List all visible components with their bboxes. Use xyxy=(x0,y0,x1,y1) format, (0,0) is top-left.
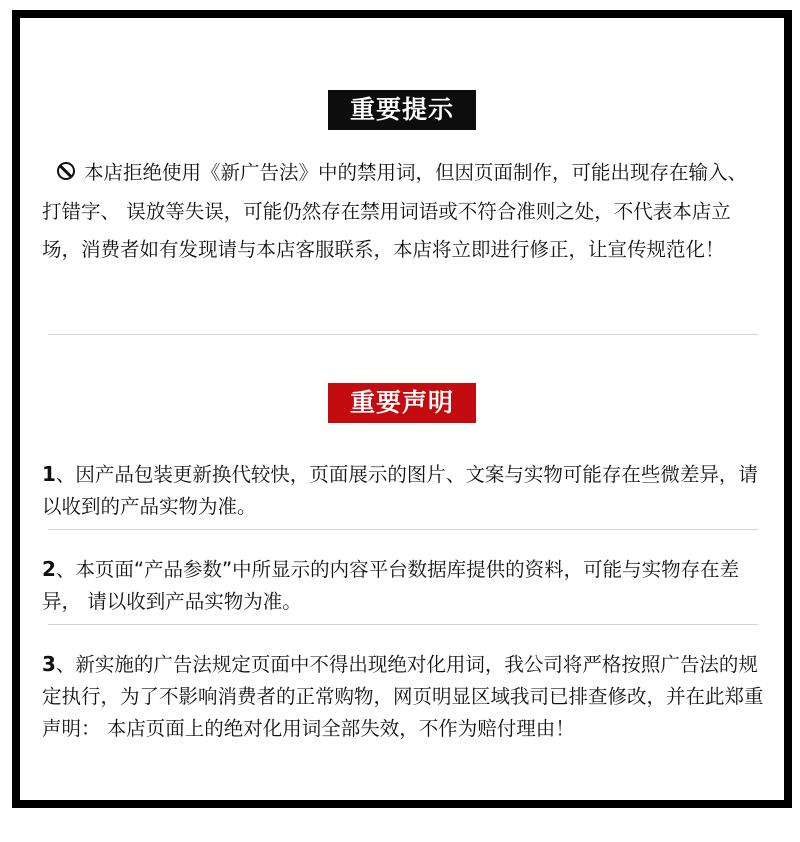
statement-item-number: 3 xyxy=(42,652,56,676)
item-divider xyxy=(48,624,758,625)
statement-item-number: 1 xyxy=(42,462,56,486)
statement-item-text: 、本页面“产品参数”中所显示的内容平台数据库提供的资料，可能与实物存在差异， 请以收到产品实物为准。 xyxy=(42,558,740,613)
item-divider xyxy=(48,529,758,530)
statement-item-3 xyxy=(42,648,764,745)
notice-heading: 重要提示 xyxy=(328,90,476,130)
statement-item-1 xyxy=(42,458,764,523)
no-entry-icon xyxy=(57,162,75,180)
statement-item-text: 、新实施的广告法规定页面中不得出现绝对化用词，我公司将严格按照广告法的规定执行，为了不影响消费者的正常购物，网页明显区域我司已排查修改，并在此郑重声明： 本店页面上的绝对化用词全部失效，不作为赔付理由！ xyxy=(42,653,764,740)
notice-frame xyxy=(12,10,792,808)
notice-paragraph xyxy=(42,154,764,270)
statement-item-text: 、因产品包装更新换代较快，页面展示的图片、文案与实物可能存在些微差异，请以收到的产品实物为准。 xyxy=(42,463,758,518)
statement-item-2 xyxy=(42,553,764,618)
notice-text: 本店拒绝使用《新广告法》中的禁用词，但因页面制作，可能出现存在输入、打错字、 误放等失误，可能仍然存在禁用词语或不符合准则之处，不代表本店立场，消费者如有发现请与本店客服联系，本店将立即进行修正，让宣传规范化！ xyxy=(42,161,748,261)
statement-heading: 重要声明 xyxy=(328,383,476,423)
section-divider xyxy=(48,334,758,335)
statement-item-number: 2 xyxy=(42,557,56,581)
